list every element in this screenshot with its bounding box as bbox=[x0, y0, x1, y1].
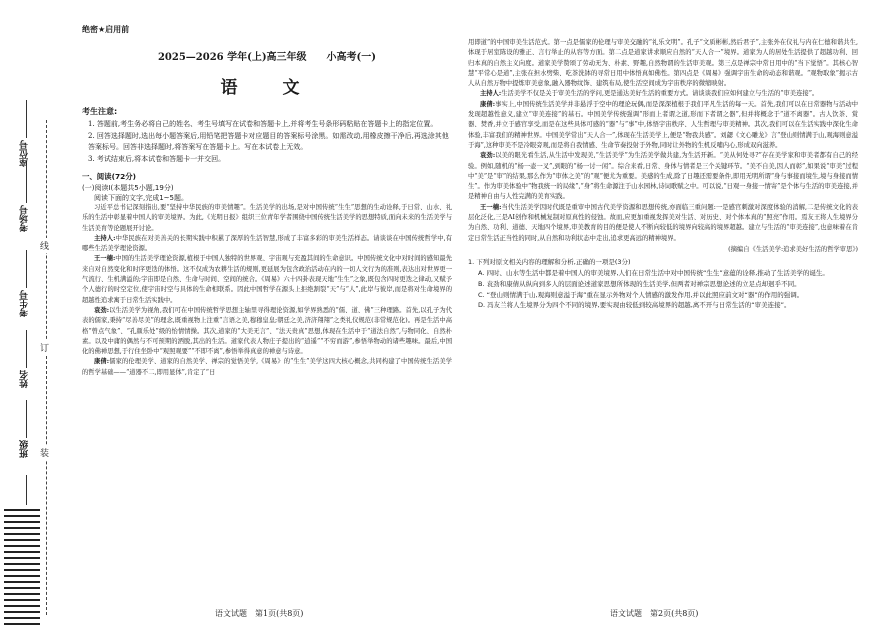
speaker-label: 康倩: bbox=[94, 358, 110, 366]
paragraph-text: 中华民族在对美善关的长期实践中积累了深厚的生活智慧,形成了丰富多彩的审美生活样态。请谈谈在中国传统哲学中,有哪些生活美学理论资源。 bbox=[82, 234, 452, 253]
name-label: 姓名 bbox=[20, 370, 30, 388]
passage-paragraph bbox=[82, 234, 452, 255]
paragraph-text: 中国的生活美学理论资源,植根于中国人独特的世界观、宇宙观与充盈其间的生命意识。中国传统文化中对时间的感知最先来自对自然变化和时序更迭的体悟。这不仅成为农耕生活的规则,更延展为包含政治活动在内的一切人文行为的准则,表达出对世界更一气流行、生机满溢的;宇宙即是自然、生命与时间、空间的统合。《周易》六十四卦表现天地“生生”之象,既包含四时更迭之律动,又赋予个人德行的时空定位,使宇宙时空与具体的生命相联系。因此中国哲学在源头上拒绝割裂“天”与“人”,此岸与彼岸,而是将对生命境界的超越性追求寓于日常生活实践中。 bbox=[82, 255, 452, 304]
speaker-label: 主持人: bbox=[480, 90, 502, 98]
passage-paragraph bbox=[82, 306, 452, 357]
passage-paragraph bbox=[82, 254, 452, 305]
seat-number-line[interactable] bbox=[26, 100, 27, 138]
source-citation: (摘编自《生活美学:追求美好生活的哲学审思》) bbox=[728, 245, 858, 253]
passage-paragraph bbox=[468, 89, 858, 99]
seat-number-label: 座位号 bbox=[20, 140, 30, 167]
paragraph-text: 以生活美学为视角,我们可在中国传统哲学思想主轴里寻得理论资源,如学界熟悉的“儒、道、佛”三种理路。首先,以孔子为代表的儒家,秉持“尽善尽美”的理念,既重视物上注重“言语之美,穆穆皇皇;朝廷之美,济济翔翔”之类礼仪规范(非常规范化)。再是生活中高格“曾点气象”、“孔颜乐处”级的怡情情操。其次,道家的“大美无言”、“法天贵真”思想,体现在生活中于“道法自然”,与物同化、自然朴素。以及中庸的偶然与不可预期的洒脱,其出的生活。道家代表人物庄子提出的“逍遥”“不穷而游”,参悟举物动的诸些趣味。最后,中国化的佛禅思想,于行住坐卧中“观照观要”“不即不离”,参悟举得真意的禅意与诗意。 bbox=[82, 306, 452, 356]
paragraph-text: 儒家的伦理美学、道家的自然美学、禅宗的觉悟美学,《周易》的“生生”美学这四大核心概念,共同构建了中国传统生活美学的哲学基础——“道器不二,即用显体”,肯定了“日 bbox=[82, 358, 452, 376]
confidential-mark: 绝密★启用前 bbox=[82, 25, 130, 34]
cut-line bbox=[46, 120, 47, 615]
paragraph-text: 用即道”的中国审美生活范式。第一点是儒家的伦理与审美交融的“礼乐文明”。孔子“文质彬彬,然后君子”,主张外在仪礼与内在仁德和谐共生,体现于居室陈设的雅正、言行举止的从容等方面。第二点是道家讲求顺应自然的“天人合一”境界。道家为人的居处生活提供了超越功利、回归本真的自然主义向度。道家美学赞颂了劳动无为、朴素、野趣,自然物谓的生活审美观。第三点是禅宗中常日用中的“当下觉悟”。其核心智慧“平常心是道”,主张在担水劈柴、吃茶洗钵的寻常日用中体悟真如佛性。第四点是《周易》强调宇宙生命的动态和谐观。“观物取象”揭示古人从自然万物中提炼审美意象,融入器物纹饰、建筑布局,使生活空间成为宇宙秩序的微缩映射。 bbox=[468, 39, 858, 88]
passage-paragraph bbox=[468, 38, 858, 89]
exam-room-label: 考场号 bbox=[20, 205, 30, 232]
speaker-label: 王一楠: bbox=[480, 203, 502, 211]
option-d[interactable]: D. 冯友兰将人生境界分为四个不同的境界,要实现由较低到较高境界的超越,离不开与日常生活的“审美连接”。 bbox=[478, 301, 791, 310]
candidate-number-label: 考生号 bbox=[20, 290, 30, 317]
question-stem: 1. 下列对原文相关内容的理解和分析,正确的一项是(3分) bbox=[468, 258, 631, 267]
exam-room-line[interactable] bbox=[26, 165, 27, 203]
speaker-label: 主持人: bbox=[94, 234, 116, 242]
option-a[interactable]: A. 四时、山水等生活中都是着中国人的审美境界,人们在日常生活中对中国传统“生生”意蕴的诠释,推动了生活美学的诞生。 bbox=[478, 269, 829, 278]
passage-paragraph bbox=[468, 151, 858, 202]
cut-word: 线 bbox=[40, 238, 49, 253]
section-title: 一、阅读(72分) bbox=[82, 172, 136, 181]
class-label: 班级 bbox=[20, 440, 30, 458]
speaker-label: 王一楠: bbox=[94, 255, 116, 263]
exam-title: 2025—2026 学年(上)高三年级 小高考(一) bbox=[157, 52, 377, 63]
notice-item: 2. 回答选择题时,选出每小题答案后,用铅笔把答题卡对应题目的答案标号涂黑。如需改动,用橡皮擦干净后,再选涂其他答案标号。回答非选择题时,将答案写在答题卡上。写在本试卷上无效。 bbox=[88, 131, 449, 151]
name-line[interactable] bbox=[26, 330, 27, 368]
candidate-number-line[interactable] bbox=[26, 250, 27, 288]
option-c[interactable]: C. “登山则情满于山,观海则意溢于海”重在显示外物对个人情感的激发作用,并以此照应前文对“器”的作用的强调。 bbox=[478, 290, 804, 299]
left-column bbox=[82, 38, 452, 378]
cut-word: 装 bbox=[40, 445, 49, 460]
notice-list bbox=[88, 119, 452, 165]
subject-title: 语 文 bbox=[220, 78, 314, 98]
page-footer-left: 语文试题 第1页(共8页) bbox=[215, 609, 304, 618]
passage-paragraph bbox=[468, 203, 858, 244]
hatch-pattern bbox=[4, 505, 40, 625]
speaker-label: 袁劲: bbox=[94, 306, 110, 314]
paragraph-text: 以美的眼光看生活,从生活中发现美,“生活美学”为生活美学做共建,为生活开新。“美从何处寻?”存在美学家和审美者都有自己的经验。例如,随机的“杨一壶一叉”,到眼的“杨一讨一闲”。综合来看,日常、身体与情者是三个关键环节。“美不自美,因人而彰”,如果说“审美”过程中“美”是“审”的结果,那么作为“审体之美”的“观”便尤为重要。美感的生成,除了日趣还需要条件,即用无明所谓“身与事接而境生,境与身接而情生”。作为审美体验中“物我统一的局缘”,“身”将生命源注于山水园林,诗词歌赋之中。可以说,“日观一身接一情寄”是个体与生活的审美连接,并是精神自由与人性完满的美育实践。 bbox=[468, 152, 858, 201]
page-footer-right: 语文试题 第2页(共8页) bbox=[610, 609, 699, 618]
subsection-title: (一)阅读Ⅰ(本题共5小题,19分) bbox=[82, 184, 174, 192]
paragraph-text: 生活美学不仅是关于审美生活的学问,更是通达美好生活的重要方式。请谈谈我们应如何建立与生活的“审美连接”。 bbox=[501, 90, 819, 98]
speaker-label: 康倩: bbox=[480, 100, 496, 108]
cut-word: 订 bbox=[40, 340, 49, 355]
speaker-label: 袁劲: bbox=[480, 152, 496, 160]
option-b[interactable]: B. 袁劲和康倩从纵向到多人的层面论述道家思想所体现的生活美学,但两者对禅宗思想论述的立足点却迥乎不同。 bbox=[478, 279, 801, 288]
paragraph-text: 习近平总书记深刻指出,要“坚持中华民族的审美情趣”。生活美学的出场,是对中国传统“生生”思想的生动诠释,于日常、山水、礼乐的生活中彰显着中国人的审美境界。为此,《光明日报》组织三位青年学者围绕中国传统生活美学的思想特质,面向未来的生活美学与生活美育等论题展开讨论。 bbox=[82, 204, 452, 232]
instruction: 阅读下面的文字,完成1~5题。 bbox=[94, 194, 188, 202]
binding-strip bbox=[0, 0, 70, 630]
notice-title: 考生注意: bbox=[82, 107, 118, 116]
right-column bbox=[468, 38, 858, 311]
passage-paragraph bbox=[82, 357, 452, 378]
passage-paragraph bbox=[82, 203, 452, 234]
class-line[interactable] bbox=[26, 400, 27, 438]
notice-item: 1. 答题前,考生务必将自己的姓名、考生号填写在试卷和答题卡上,并将考生号条形码粘贴在答题卡上的指定位置。 bbox=[88, 120, 438, 128]
paragraph-text: 事实上,中国传统生活美学并非悬浮于空中的理论玩偶,而是深深植根于我们平凡生活的每一天。首先,我们可以在日常器物与活动中发现超越性意义,建立“审美连接”的基石。中国美学传统强调“形而上者谓之道,形而下者谓之器”,但并将概念于“道不离器”。古人饮茶、赏器、焚香,并立于感官享受,而是在这些具体可感的“器”与“事”中,体悟宇宙秩序、人生哲理与审美精神。其次,我们可以在生活实践中深化生命体验,丰富我们的精神世界。中国美学常出“天人合一”,体现在生活美学上,便是“物我共感”。刘勰《文心雕龙》言“登山则情满于山,观海则意溢于海”,这种审美不是冷眼旁观,而是将自我情感、生命节奏投射于外物,同时让外物的生机反哺内心,形成双向滋养。 bbox=[468, 100, 858, 149]
notice-item: 3. 考试结束后,将本试卷和答题卡一并交回。 bbox=[88, 154, 226, 163]
passage-paragraph bbox=[468, 100, 858, 151]
paragraph-text: 当代生活美学因时代既是重审中国古代美学资源和思想传统,亦面临三重问题:一是感官刺激对深度体验的消解,二是传统文化的表层化泛化,三是AI创作和机械复制对原真性的侵蚀。故而,应更加重视发挥美对生活、对历史、对个体本真的“照亮”作用。焉友王将人生境界分为自然、功利、道德、天地四个境界,审美教育的目的便是使人不断向较低的境界向较高的境界超越。建立与生活的“审美连接”,也意味着在肯定日常生活正当性的同时,从自然和功利状态中走出,追求更高远的精神境界。 bbox=[468, 203, 859, 242]
